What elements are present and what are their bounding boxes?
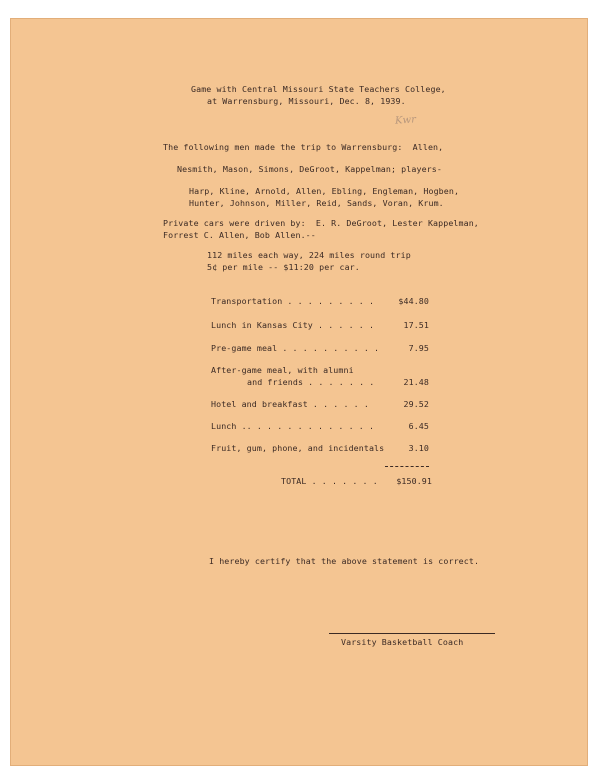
travelers-line-1: The following men made the trip to Warrensburg: Allen, xyxy=(163,142,444,152)
mileage-line-1: 112 miles each way, 224 miles round trip xyxy=(207,250,411,260)
expense-label: Lunch .. . . . . . . . . . . . . xyxy=(211,421,375,431)
expense-amount: 29.52 xyxy=(403,399,429,409)
header-line-1: Game with Central Missouri State Teachers College, xyxy=(191,84,446,94)
drivers-line-2: Forrest C. Allen, Bob Allen.-- xyxy=(163,230,316,240)
signature-title: Varsity Basketball Coach xyxy=(341,637,464,647)
document-page xyxy=(10,18,588,766)
signature-line xyxy=(329,633,495,634)
header-line-2: at Warrensburg, Missouri, Dec. 8, 1939. xyxy=(207,96,406,106)
travelers-line-4: Hunter, Johnson, Miller, Reid, Sands, Voran, Krum. xyxy=(189,198,444,208)
drivers-line-1: Private cars were driven by: E. R. DeGroot, Lester Kappelman, xyxy=(163,218,479,228)
expense-label: Hotel and breakfast . . . . . . xyxy=(211,399,369,409)
expense-amount: 7.95 xyxy=(408,343,429,353)
total-label: TOTAL . . . . . . . xyxy=(281,476,378,486)
total-amount: $150.91 xyxy=(396,476,432,486)
expense-label-continued: and friends . . . . . . . xyxy=(247,377,375,387)
expense-amount: 21.48 xyxy=(403,377,429,387)
expense-label: After-game meal, with alumni xyxy=(211,365,354,375)
expense-label: Fruit, gum, phone, and incidentals xyxy=(211,443,385,453)
travelers-line-3: Harp, Kline, Arnold, Allen, Ebling, Engleman, Hogben, xyxy=(189,186,460,196)
expense-amount: 6.45 xyxy=(408,421,429,431)
mileage-line-2: 5¢ per mile -- $11:20 per car. xyxy=(207,262,360,272)
certification-statement: I hereby certify that the above statement is correct. xyxy=(209,556,480,566)
travelers-line-2: Nesmith, Mason, Simons, DeGroot, Kappelman; players- xyxy=(177,164,442,174)
expense-amount: 3.10 xyxy=(408,443,429,453)
sum-rule xyxy=(385,466,429,467)
expense-label: Transportation . . . . . . . . . xyxy=(211,296,375,306)
expense-label: Lunch in Kansas City . . . . . . xyxy=(211,320,375,330)
expense-label: Pre-game meal . . . . . . . . . . xyxy=(211,343,380,353)
pencil-annotation: Kwr xyxy=(394,114,417,127)
expense-amount: 17.51 xyxy=(403,320,429,330)
expense-amount: $44.80 xyxy=(398,296,429,306)
